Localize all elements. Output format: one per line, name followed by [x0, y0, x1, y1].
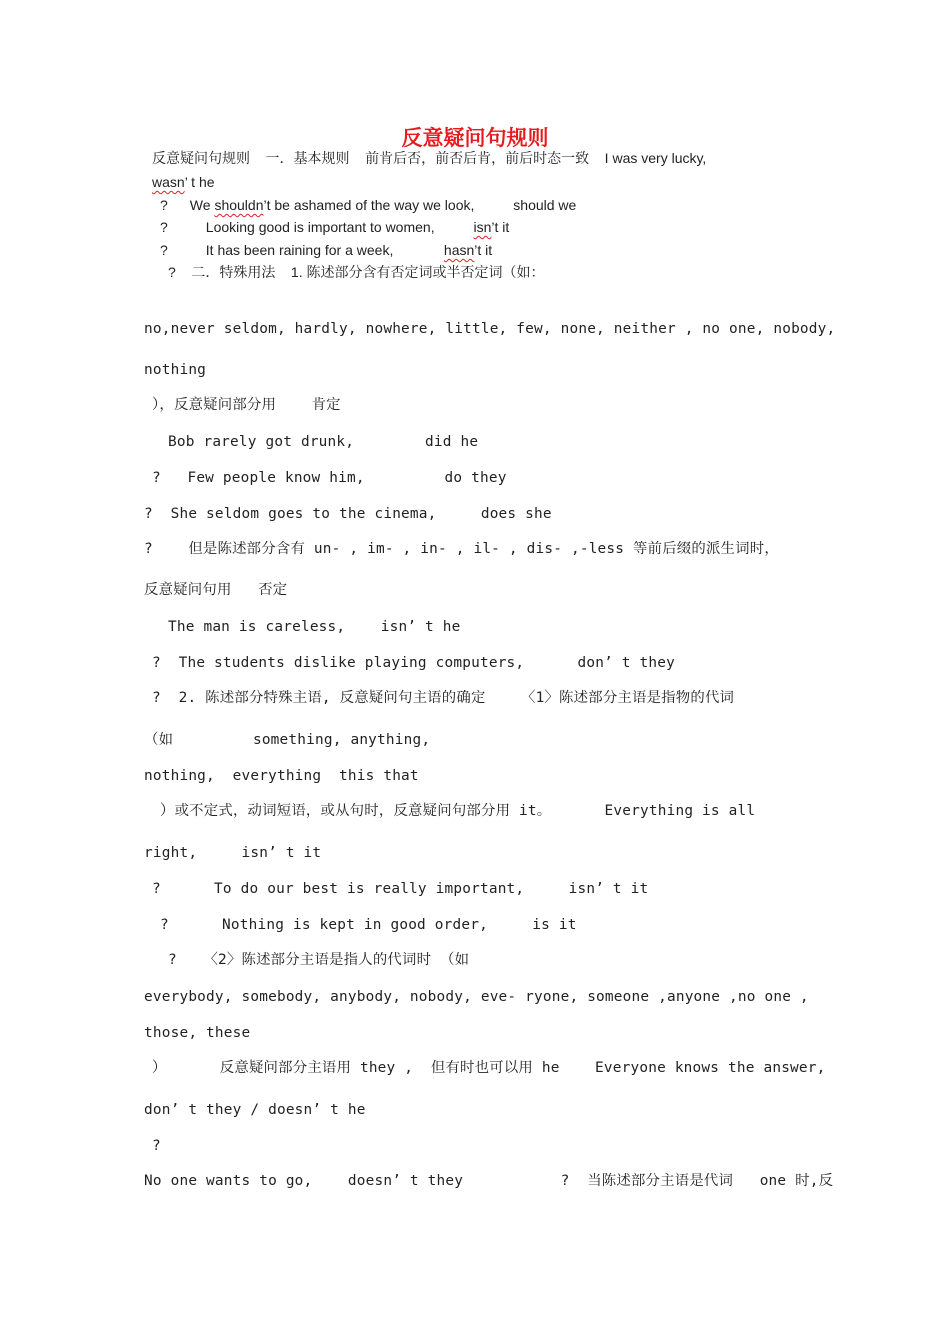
page-title: 反意疑问句规则 [401, 126, 549, 150]
example-text: It has been raining for a week, [205, 242, 444, 258]
body-line: ? She seldom goes to the cinema, does she [144, 506, 552, 522]
body-line: Bob rarely got drunk, did he [168, 434, 479, 450]
body-line: nothing [144, 362, 207, 378]
body-line: nothing, everything this that [144, 768, 419, 784]
body-line: 反意疑问句用 否定 [144, 582, 288, 598]
basic-rule-line: 反意疑问句规则 一．基本规则 前肯后否，前否后肯，前后时态一致 I was very lucky, [152, 150, 707, 166]
example-line [160, 217, 509, 237]
body-line: ? Few people know him, do they [152, 470, 507, 486]
basic-rule-line-cont [152, 172, 215, 192]
example-text: Looking good is important to women, [205, 219, 474, 235]
body-line: ? To do our best is really important, isn’ t it [152, 881, 649, 897]
spellcheck-word: hasn [443, 242, 475, 258]
body-line: ? 〈2〉陈述部分主语是指人的代词时 （如 [168, 952, 470, 968]
example-text: ’t it [474, 242, 493, 258]
special-usage-heading: ? 二．特殊用法 1. 陈述部分含有否定词或半否定词（如： [168, 264, 545, 280]
body-line: no,never seldom, hardly, nowhere, little, few, none, neither , no one, nobody, [144, 321, 836, 337]
example-text: We [189, 197, 215, 213]
question-mark: ? [160, 242, 168, 258]
body-line: （如 something, anything, [144, 732, 431, 748]
body-line: No one wants to go, doesn’ t they ? 当陈述部分主语是代词 one 时,反 [144, 1173, 834, 1189]
body-line: right, isn’ t it [144, 845, 322, 861]
example-text: ’t be ashamed of the way we look, should we [263, 197, 577, 213]
example-line [160, 195, 576, 215]
example-line [160, 240, 492, 260]
spellcheck-word: isn [473, 219, 492, 235]
example-text: ’t it [491, 219, 510, 235]
body-line: ? The students dislike playing computers, don’ t they [152, 655, 675, 671]
question-mark: ? [160, 197, 168, 213]
question-mark: ? [160, 219, 168, 235]
body-line: everybody, somebody, anybody, nobody, eve- ryone, someone ,anyone ,no one , [144, 989, 809, 1005]
body-line: The man is careless, isn’ t he [168, 619, 461, 635]
body-line: those, these [144, 1025, 251, 1041]
spellcheck-word: shouldn [214, 197, 264, 213]
body-line: ? [152, 1138, 161, 1154]
body-line: ）或不定式，动词短语，或从句时，反意疑问句部分用 it。 Everything is all [160, 803, 756, 819]
body-line: ? Nothing is kept in good order, is it [160, 917, 577, 933]
body-line: ? 2. 陈述部分特殊主语, 反意疑问句主语的确定 〈1〉陈述部分主语是指物的代词 [152, 690, 735, 706]
body-line: ? 但是陈述部分含有 un- , im- , in- , il- , dis- ,-less 等前后缀的派生词时， [144, 541, 779, 557]
body-line: ），反意疑问部分用 肯定 [152, 397, 341, 413]
spellcheck-word: wasn [152, 174, 185, 190]
body-line: don’ t they / doesn’ t he [144, 1102, 366, 1118]
tag-text: ’ t he [184, 174, 215, 190]
body-line: ） 反意疑问部分主语用 they , 但有时也可以用 he Everyone knows the answer, [152, 1060, 826, 1076]
